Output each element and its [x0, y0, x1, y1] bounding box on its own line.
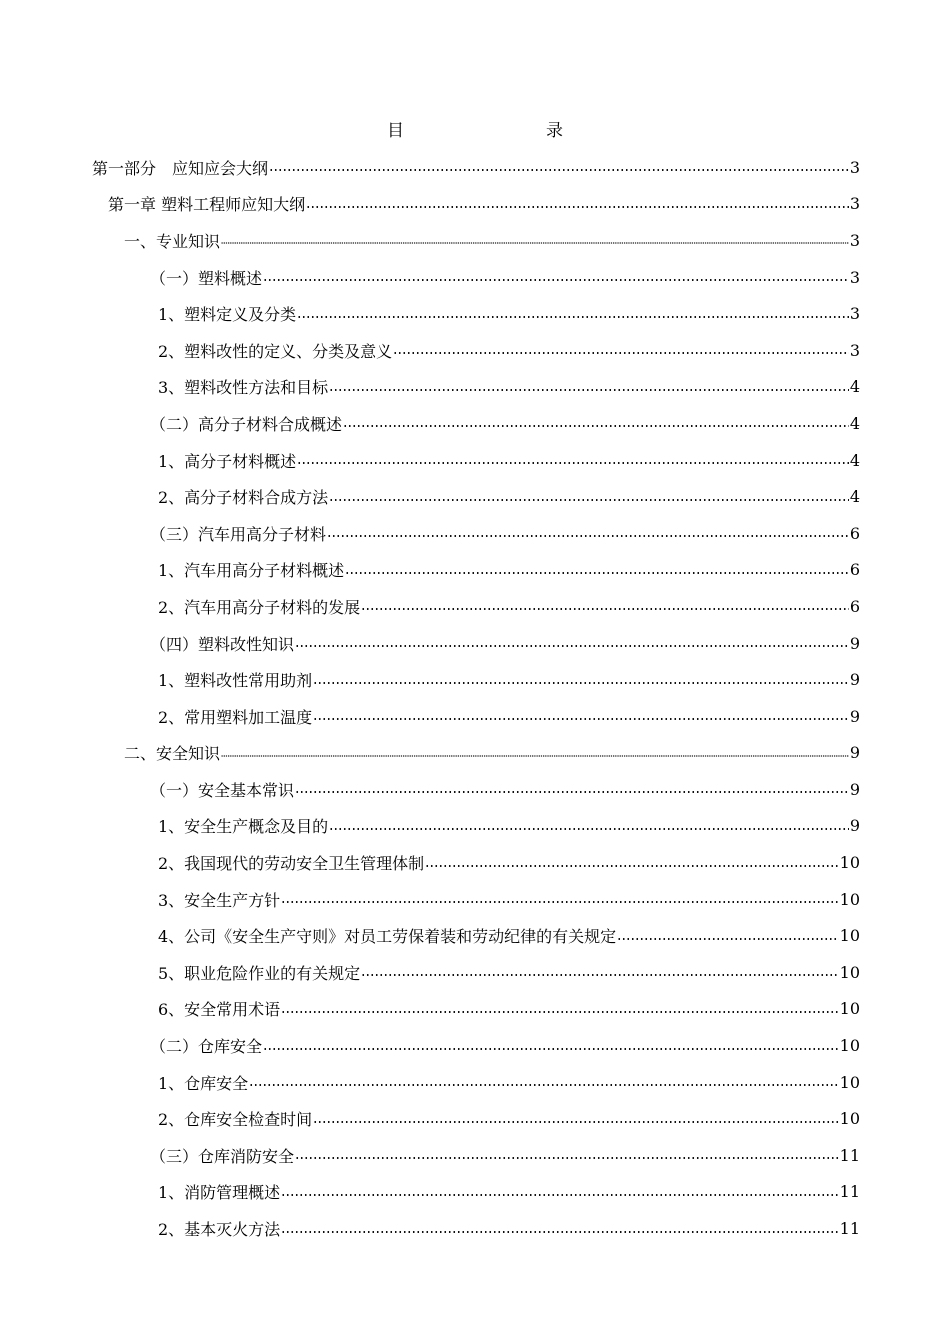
toc-entry-page-number: 3 — [849, 230, 860, 250]
dot-leader — [425, 865, 838, 867]
toc-entry-page-number: 3 — [849, 267, 860, 287]
toc-entry-page-number: 10 — [839, 999, 860, 1019]
toc-entry[interactable] — [150, 771, 860, 808]
dot-leader — [281, 1011, 838, 1013]
dot-leader — [281, 1231, 838, 1233]
toc-entry[interactable] — [124, 735, 860, 772]
toc-entry-label: 2、塑料改性的定义、分类及意义 — [158, 341, 393, 361]
toc-entry-label: （二）仓库安全 — [150, 1037, 263, 1057]
toc-entry-label: 1、高分子材料概述 — [158, 451, 297, 471]
toc-entry[interactable] — [150, 405, 860, 442]
dot-leader — [221, 242, 849, 244]
dot-leader — [221, 755, 849, 757]
toc-entry-page-number: 10 — [839, 889, 860, 909]
toc-entry[interactable] — [158, 954, 860, 991]
dot-leader — [329, 389, 849, 391]
toc-entry[interactable] — [158, 588, 860, 625]
dot-leader — [263, 279, 849, 281]
toc-entry[interactable] — [158, 844, 860, 881]
toc-entry[interactable] — [158, 917, 860, 954]
toc-entry-label: 4、公司《安全生产守则》对员工劳保着装和劳动纪律的有关规定 — [158, 927, 617, 947]
toc-entry[interactable] — [150, 515, 860, 552]
toc-entry-page-number: 6 — [849, 560, 860, 580]
toc-entry-label: 3、安全生产方针 — [158, 890, 281, 910]
toc-entry-page-number: 6 — [849, 596, 860, 616]
toc-entry-page-number: 10 — [839, 1072, 860, 1092]
toc-entry[interactable] — [158, 1064, 860, 1101]
toc-entry-page-number: 4 — [849, 377, 860, 397]
toc-entry-page-number: 3 — [849, 157, 860, 177]
toc-entry-label: 2、汽车用高分子材料的发展 — [158, 597, 361, 617]
toc-entry-label: 二、安全知识 — [124, 744, 221, 764]
dot-leader — [297, 316, 849, 318]
toc-entry-page-number: 11 — [839, 1182, 860, 1202]
toc-entry[interactable] — [150, 259, 860, 296]
toc-entry-label: （二）高分子材料合成概述 — [150, 414, 343, 434]
dot-leader — [313, 682, 849, 684]
dot-leader — [361, 974, 838, 976]
toc-entry[interactable] — [158, 552, 860, 589]
toc-entry-label: 一、专业知识 — [124, 231, 221, 251]
dot-leader — [329, 499, 849, 501]
toc-entry-page-number: 9 — [849, 670, 860, 690]
toc-entry-page-number: 6 — [849, 523, 860, 543]
toc-entry[interactable] — [158, 881, 860, 918]
toc-entry-label: （一）安全基本常识 — [150, 780, 295, 800]
toc-entry-label: 3、塑料改性方法和目标 — [158, 378, 329, 398]
toc-entry[interactable] — [158, 991, 860, 1028]
toc-entry-page-number: 4 — [849, 487, 860, 507]
toc-entry-page-number: 3 — [849, 340, 860, 360]
dot-leader — [361, 608, 849, 610]
toc-entry-label: 1、塑料改性常用助剂 — [158, 671, 313, 691]
toc-entry-label: 2、高分子材料合成方法 — [158, 488, 329, 508]
dot-leader — [306, 206, 849, 208]
toc-entry-label: 第一部分 应知应会大纲 — [92, 158, 269, 178]
toc-entry[interactable] — [158, 698, 860, 735]
dot-leader — [295, 791, 849, 793]
dot-leader — [297, 462, 849, 464]
toc-entry-label: （三）仓库消防安全 — [150, 1146, 295, 1166]
dot-leader — [269, 169, 849, 171]
toc-entry-label: （四）塑料改性知识 — [150, 634, 295, 654]
toc-entry[interactable] — [158, 478, 860, 515]
toc-entry[interactable] — [158, 808, 860, 845]
dot-leader — [295, 1157, 839, 1159]
toc-entry-label: 2、我国现代的劳动安全卫生管理体制 — [158, 854, 425, 874]
toc-entry-page-number: 11 — [839, 1219, 860, 1239]
toc-entry-page-number: 10 — [839, 853, 860, 873]
toc-entry[interactable] — [158, 1210, 860, 1247]
toc-entry-label: 1、汽车用高分子材料概述 — [158, 561, 345, 581]
dot-leader — [313, 1121, 838, 1123]
toc-entry[interactable] — [150, 1027, 860, 1064]
toc-list — [0, 149, 950, 1247]
toc-entry[interactable] — [124, 222, 860, 259]
toc-entry-label: 1、消防管理概述 — [158, 1183, 281, 1203]
toc-entry[interactable] — [158, 332, 860, 369]
toc-entry[interactable] — [158, 369, 860, 406]
dot-leader — [295, 645, 849, 647]
toc-entry-label: 2、常用塑料加工温度 — [158, 707, 313, 727]
toc-entry-page-number: 10 — [839, 962, 860, 982]
toc-entry[interactable] — [158, 442, 860, 479]
toc-entry-label: 6、安全常用术语 — [158, 1000, 281, 1020]
toc-entry-label: 1、塑料定义及分类 — [158, 305, 297, 325]
toc-entry-page-number: 9 — [849, 743, 860, 763]
dot-leader — [281, 1194, 838, 1196]
dot-leader — [343, 425, 849, 427]
toc-entry-page-number: 10 — [839, 1036, 860, 1056]
toc-title: 目 录 — [387, 121, 599, 141]
toc-entry-page-number: 9 — [849, 633, 860, 653]
toc-entry-page-number: 9 — [849, 706, 860, 726]
dot-leader — [281, 901, 838, 903]
toc-entry[interactable] — [158, 295, 860, 332]
toc-entry-page-number: 4 — [849, 450, 860, 470]
toc-entry[interactable] — [108, 186, 860, 223]
toc-entry-label: （三）汽车用高分子材料 — [150, 524, 327, 544]
toc-entry-label: 1、仓库安全 — [158, 1073, 249, 1093]
toc-entry[interactable] — [158, 1100, 860, 1137]
toc-entry-page-number: 10 — [839, 1109, 860, 1129]
toc-entry-label: 5、职业危险作业的有关规定 — [158, 963, 361, 983]
toc-entry-page-number: 11 — [839, 1145, 860, 1165]
toc-entry[interactable] — [150, 1137, 860, 1174]
toc-entry-page-number: 9 — [849, 779, 860, 799]
toc-entry-page-number: 10 — [839, 926, 860, 946]
toc-entry-page-number: 3 — [849, 304, 860, 324]
dot-leader — [313, 718, 849, 720]
toc-entry[interactable] — [158, 661, 860, 698]
toc-entry[interactable] — [92, 149, 860, 186]
toc-entry[interactable] — [150, 625, 860, 662]
toc-entry-label: 1、安全生产概念及目的 — [158, 817, 329, 837]
dot-leader — [249, 1084, 838, 1086]
dot-leader — [327, 535, 849, 537]
toc-entry-label: 第一章 塑料工程师应知大纲 — [108, 195, 306, 215]
toc-entry-label: 2、基本灭火方法 — [158, 1220, 281, 1240]
toc-entry-page-number: 9 — [849, 816, 860, 836]
dot-leader — [393, 352, 849, 354]
toc-entry-page-number: 3 — [849, 194, 860, 214]
dot-leader — [263, 1048, 839, 1050]
dot-leader — [617, 938, 838, 940]
toc-entry-page-number: 4 — [849, 413, 860, 433]
dot-leader — [345, 572, 849, 574]
dot-leader — [329, 828, 849, 830]
toc-entry[interactable] — [158, 1174, 860, 1211]
toc-entry-label: 2、仓库安全检查时间 — [158, 1110, 313, 1130]
toc-entry-label: （一）塑料概述 — [150, 268, 263, 288]
